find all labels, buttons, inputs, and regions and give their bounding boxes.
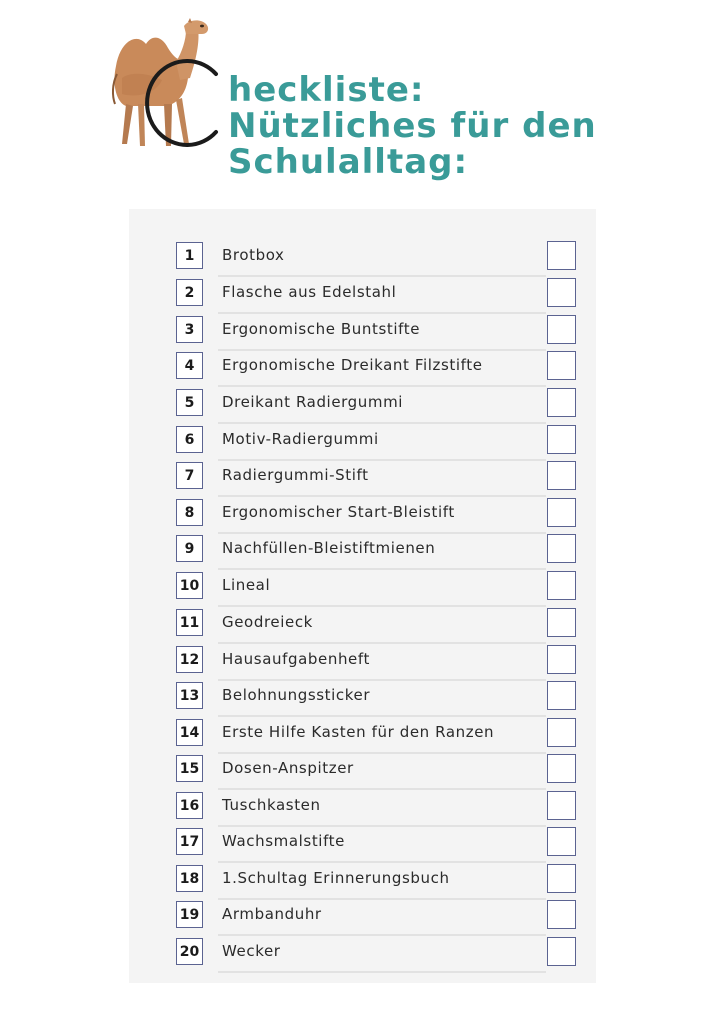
item-divider xyxy=(218,312,546,314)
checklist-item xyxy=(176,498,576,534)
item-checkbox[interactable] xyxy=(547,900,576,929)
item-checkbox[interactable] xyxy=(547,388,576,417)
item-number: 3 xyxy=(176,316,203,343)
item-number: 9 xyxy=(176,535,203,562)
item-label: Erste Hilfe Kasten für den Ranzen xyxy=(222,723,495,741)
item-number: 2 xyxy=(176,279,203,306)
item-number: 14 xyxy=(176,719,203,746)
item-divider xyxy=(218,971,546,973)
item-divider xyxy=(218,385,546,387)
item-label: Ergonomischer Start-Bleistift xyxy=(222,503,455,521)
item-checkbox[interactable] xyxy=(547,718,576,747)
item-checkbox[interactable] xyxy=(547,645,576,674)
item-divider xyxy=(218,605,546,607)
item-number: 10 xyxy=(176,572,203,599)
item-checkbox[interactable] xyxy=(547,827,576,856)
item-number: 18 xyxy=(176,865,203,892)
item-checkbox[interactable] xyxy=(547,681,576,710)
item-number: 15 xyxy=(176,755,203,782)
item-checkbox[interactable] xyxy=(547,461,576,490)
item-number: 8 xyxy=(176,499,203,526)
item-number: 4 xyxy=(176,352,203,379)
item-label: Radiergummi-Stift xyxy=(222,466,369,484)
checklist-item xyxy=(176,645,576,681)
item-label: Belohnungssticker xyxy=(222,686,371,704)
item-checkbox[interactable] xyxy=(547,791,576,820)
item-number: 12 xyxy=(176,646,203,673)
item-label: Ergonomische Dreikant Filzstifte xyxy=(222,356,483,374)
item-number: 11 xyxy=(176,609,203,636)
item-divider xyxy=(218,495,546,497)
page-header xyxy=(0,0,724,200)
item-divider xyxy=(218,422,546,424)
page-title xyxy=(228,72,597,180)
item-label: Wecker xyxy=(222,942,281,960)
item-label: Armbanduhr xyxy=(222,905,322,923)
item-label: Flasche aus Edelstahl xyxy=(222,283,397,301)
checklist-item xyxy=(176,791,576,827)
checklist-item xyxy=(176,351,576,387)
checklist-item xyxy=(176,278,576,314)
item-label: Tuschkasten xyxy=(222,796,321,814)
item-label: Wachsmalstifte xyxy=(222,832,345,850)
item-divider xyxy=(218,934,546,936)
item-checkbox[interactable] xyxy=(547,351,576,380)
checklist-item xyxy=(176,754,576,790)
checklist-item xyxy=(176,864,576,900)
item-number: 17 xyxy=(176,828,203,855)
item-checkbox[interactable] xyxy=(547,315,576,344)
checklist-item xyxy=(176,827,576,863)
title-line-1: heckliste: xyxy=(228,70,425,110)
checklist-item xyxy=(176,937,576,973)
item-checkbox[interactable] xyxy=(547,937,576,966)
logo-letter-c xyxy=(138,52,228,152)
item-divider xyxy=(218,861,546,863)
item-number: 20 xyxy=(176,938,203,965)
item-checkbox[interactable] xyxy=(547,571,576,600)
item-checkbox[interactable] xyxy=(547,278,576,307)
item-number: 1 xyxy=(176,242,203,269)
item-number: 5 xyxy=(176,389,203,416)
checklist-item xyxy=(176,718,576,754)
item-label: Lineal xyxy=(222,576,271,594)
item-checkbox[interactable] xyxy=(547,498,576,527)
checklist-item xyxy=(176,388,576,424)
item-label: Dosen-Anspitzer xyxy=(222,759,354,777)
item-divider xyxy=(218,788,546,790)
checklist-item xyxy=(176,534,576,570)
checklist-item xyxy=(176,425,576,461)
item-label: 1.Schultag Erinnerungsbuch xyxy=(222,869,450,887)
item-divider xyxy=(218,275,546,277)
item-label: Motiv-Radiergummi xyxy=(222,430,379,448)
item-number: 19 xyxy=(176,901,203,928)
title-line-2: Nützliches für den xyxy=(228,106,597,146)
checklist-item xyxy=(176,461,576,497)
item-checkbox[interactable] xyxy=(547,864,576,893)
checklist-item xyxy=(176,900,576,936)
item-checkbox[interactable] xyxy=(547,534,576,563)
item-checkbox[interactable] xyxy=(547,425,576,454)
title-line-3: Schulalltag: xyxy=(228,142,469,182)
item-number: 7 xyxy=(176,462,203,489)
item-checkbox[interactable] xyxy=(547,608,576,637)
item-number: 16 xyxy=(176,792,203,819)
checklist-item xyxy=(176,241,576,277)
item-label: Brotbox xyxy=(222,246,285,264)
checklist-item xyxy=(176,608,576,644)
item-checkbox[interactable] xyxy=(547,241,576,270)
item-divider xyxy=(218,715,546,717)
item-label: Ergonomische Buntstifte xyxy=(222,320,421,338)
item-number: 13 xyxy=(176,682,203,709)
item-label: Dreikant Radiergummi xyxy=(222,393,404,411)
checklist-item xyxy=(176,681,576,717)
item-number: 6 xyxy=(176,426,203,453)
item-label: Nachfüllen-Bleistiftmienen xyxy=(222,539,436,557)
item-label: Hausaufgabenheft xyxy=(222,650,370,668)
checklist-item xyxy=(176,315,576,351)
item-checkbox[interactable] xyxy=(547,754,576,783)
item-divider xyxy=(218,642,546,644)
checklist-item xyxy=(176,571,576,607)
item-label: Geodreieck xyxy=(222,613,313,631)
item-divider xyxy=(218,568,546,570)
